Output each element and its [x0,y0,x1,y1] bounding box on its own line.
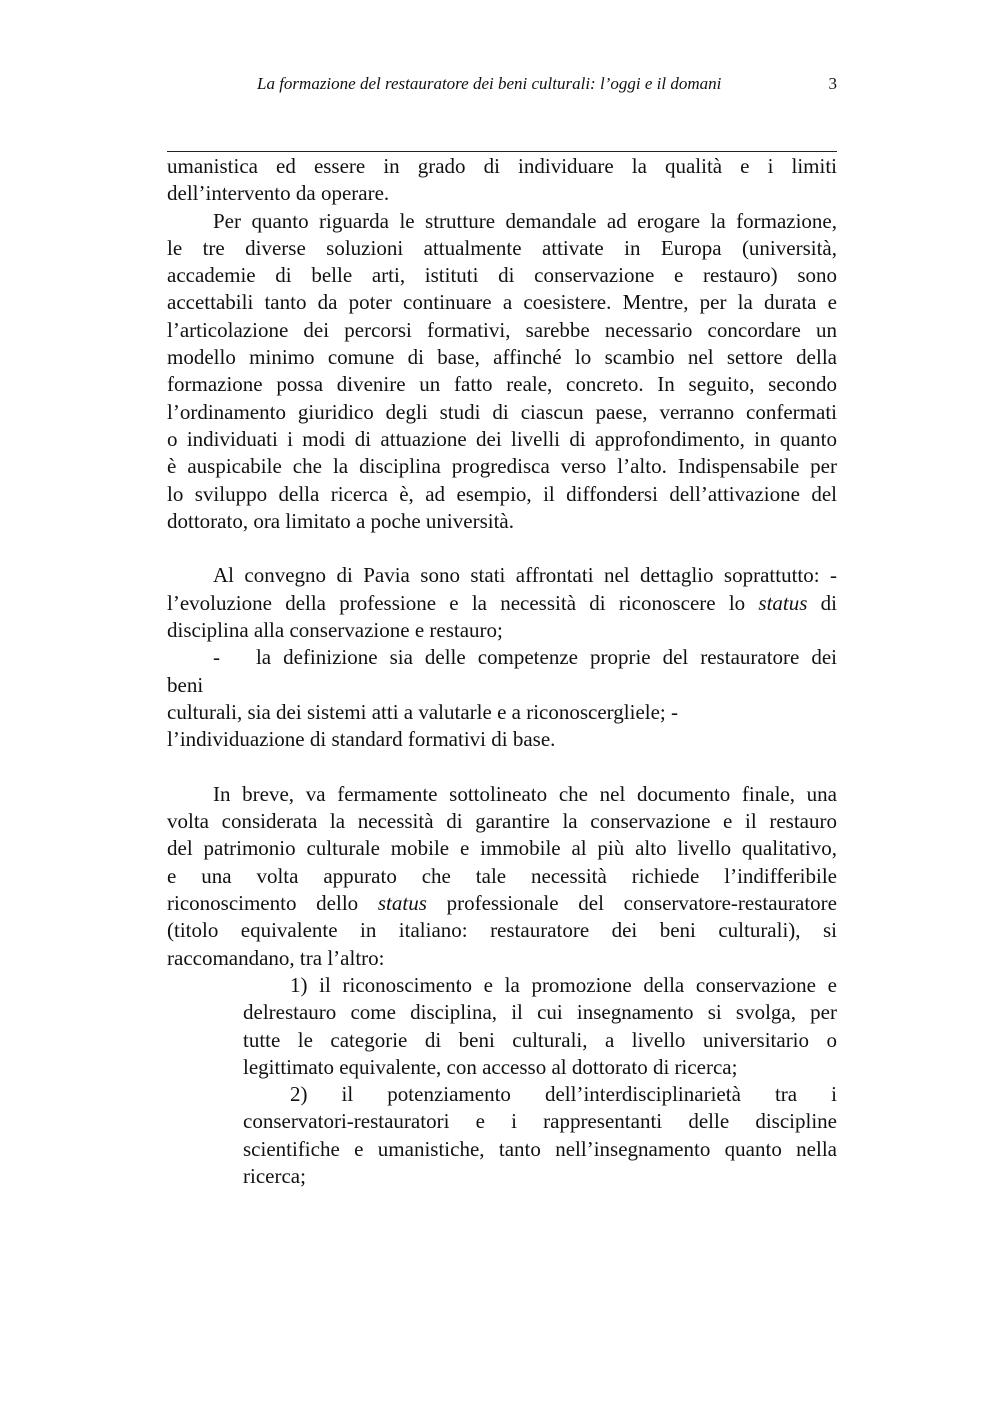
text-run: professionale del conservatore-restauratore [446,891,837,916]
text-run: di [820,590,837,615]
running-header [167,74,837,98]
text-line: l’articolazione dei percorsi formativi, sarebbe necessario concordare un [167,317,837,342]
paragraph-gap [167,754,837,781]
text-line: delrestauro come disciplina, il cui insegnamento si svolga, per [243,1000,837,1025]
text-line: Per quanto riguarda le strutture demandale ad erogare la formazione, [213,208,837,233]
text-line: dell’intervento da operare. [167,181,390,206]
text-line: (titolo equivalente in italiano: restauratore dei beni culturali), si [167,918,837,943]
text-line: conservatori-restauratori e i rappresentanti delle discipline [243,1109,837,1134]
paragraph-1 [167,153,837,208]
text-line: 2) il potenziamento dell’interdisciplinarietà tra i [290,1082,837,1107]
list-item [243,1081,837,1190]
italic-term: status [758,590,808,615]
text-line: modello minimo comune di base, affinché lo scambio nel settore della [167,345,837,370]
paragraph-gap [167,535,837,562]
text-line: scientifiche e umanistiche, tanto nell’insegnamento quanto nella [243,1136,837,1161]
header-rule [167,151,837,152]
text-line: umanistica ed essere in grado di individuare la qualità e i limiti [167,154,837,178]
text-line: culturali, sia dei sistemi atti a valutarle e a riconoscergliele; - [167,699,679,724]
text-line: lo sviluppo della ricerca è, ad esempio, il diffondersi dell’attivazione del [167,481,837,506]
text-run: riconoscimento dello [167,891,359,916]
body-text [167,153,837,1190]
page-number: 3 [828,74,837,93]
text-run: l’evoluzione della professione e la necessità di riconoscere lo [167,590,746,615]
text-line: In breve, va fermamente sottolineato che nel documento finale, una [213,781,837,806]
text-line: disciplina alla conservazione e restauro; [167,618,503,643]
text-line: le tre diverse soluzioni attualmente attivate in Europa (università, [167,235,837,260]
text-line [167,590,837,617]
paragraph-2 [167,208,837,536]
text-line: o individuati i modi di attuazione dei livelli di approfondimento, in quanto [167,426,837,451]
text-line: formazione possa divenire un fatto reale, concreto. In seguito, secondo [167,372,837,397]
text-line: tutte le categorie di beni culturali, a livello universitario o [243,1027,837,1052]
running-title: La formazione del restauratore dei beni culturali: l’oggi e il domani [257,74,722,93]
text-line: e una volta appurato che tale necessità richiede l’indifferibile [167,863,837,888]
text-line [167,890,837,917]
text-line: l’individuazione di standard formativi di base. [167,727,556,752]
text-line: beni [167,672,204,697]
text-line: accademie di belle arti, istituti di conservazione e restauro) sono [167,263,837,288]
text-line: dottorato, ora limitato a poche università. [167,508,514,533]
text-line: del patrimonio culturale mobile e immobile al più alto livello qualitativo, [167,836,837,861]
text-line: accettabili tanto da poter continuare a coesistere. Mentre, per la durata e [167,290,837,315]
text-line: Al convegno di Pavia sono stati affrontati nel dettaglio soprattutto: - [213,563,837,588]
text-line: - la definizione sia delle competenze proprie del restauratore dei [213,645,837,670]
text-line: l’ordinamento giuridico degli studi di ciascun paese, verranno confermati [167,399,837,424]
text-line: 1) il riconoscimento e la promozione della conservazione e [290,972,837,997]
recommendations-list [243,972,837,1190]
text-line: è auspicabile che la disciplina progredisca verso l’alto. Indispensabile per [167,454,837,479]
italic-term: status [377,891,427,916]
text-line: volta considerata la necessità di garantire la conservazione e il restauro [167,809,837,834]
paragraph-3 [167,562,837,753]
paragraph-4 [167,781,837,972]
list-item [243,972,837,1081]
text-line: legittimato equivalente, con accesso al dottorato di ricerca; [243,1054,738,1079]
text-line: raccomandano, tra l’altro: [167,945,385,970]
text-line: ricerca; [243,1163,306,1188]
